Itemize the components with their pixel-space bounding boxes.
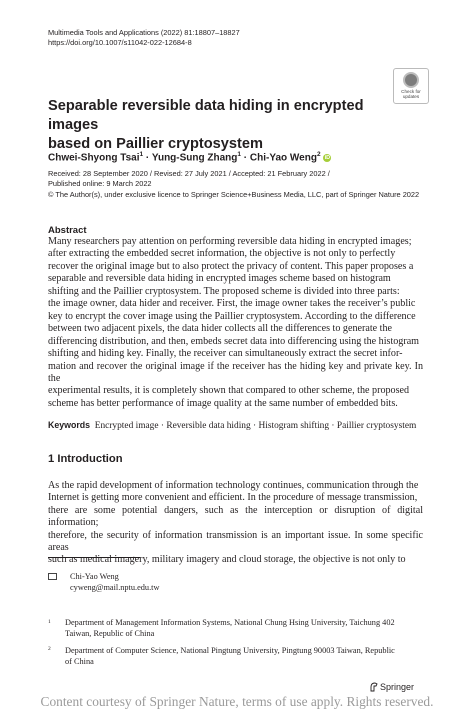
author-3-affiliation: 2	[316, 151, 321, 158]
check-for-updates-icon	[403, 72, 419, 88]
intro-line: therefore, the security of information transmission is an important issue. In some specific areas	[48, 529, 423, 554]
abstract-line: separable and reversible data hiding in encrypted images scheme based on histogram	[48, 273, 391, 285]
footnote-1-line-1: Department of Management Information Systems, National Chung Hsing University, Taichung 402	[65, 618, 395, 627]
abstract-line: scheme has better performance of image quality at the same number of embedded bits.	[48, 397, 398, 409]
abstract-line: shifting and hiding key. Finally, the receiver can simultaneously extract the secret infor-	[48, 348, 403, 360]
author-1-name[interactable]: Chwei-Shyong Tsai	[48, 152, 140, 164]
orcid-icon[interactable]: iD	[324, 155, 331, 162]
footnote-2	[65, 645, 395, 667]
title-line-2: based on Paillier cryptosystem	[48, 136, 263, 152]
envelope-icon	[48, 573, 57, 580]
footnote-divider	[48, 557, 140, 558]
footnote-2-line-2: of China	[65, 657, 94, 666]
paper-title	[48, 97, 378, 154]
abstract-line: mation and recover the original image if the receiver has the hiding key and private key. In the	[48, 360, 423, 384]
author-1-affiliation: 1	[139, 151, 144, 158]
footnote-1-number	[48, 615, 51, 628]
abstract-line: shifting and the Paillier cryptosystem. The proposed scheme is divided into three parts:	[48, 285, 400, 297]
journal-header	[48, 28, 240, 48]
corresponding-author-email[interactable]: cyweng@mail.nptu.edu.tw	[70, 583, 160, 592]
journal-citation: Multimedia Tools and Applications (2022) 81:18807–18827	[48, 28, 240, 37]
abstract-line: Many researchers pay attention on performing reversible data hiding in encrypted images;	[48, 236, 412, 247]
publication-dates	[48, 169, 419, 200]
footnote-1	[65, 617, 395, 639]
abstract-line: differencing distribution, and then, embeds secret data into differencing using the histogram	[48, 335, 420, 347]
author-separator: ·	[143, 152, 152, 164]
intro-line: As the rapid development of information technology continues, communication through the	[48, 480, 419, 491]
keywords-label: Keywords	[48, 420, 91, 430]
abstract-line: experimental results, it is completely shown that compared to other scheme, the proposed	[48, 385, 410, 397]
footnote-1-marker: 1	[48, 619, 51, 625]
intro-line: there are some potential dangers, such as the interception or disruption of digital information;	[48, 504, 423, 529]
abstract-line: between two adjacent pixels, the data hider collects all the differences to generate the	[48, 323, 392, 335]
abstract-line: key to encrypt the cover image using the Paillier cryptosystem. According to the difference	[48, 310, 416, 322]
check-for-updates-badge[interactable]	[393, 68, 429, 104]
publisher-name: Springer	[380, 682, 415, 692]
corresponding-author-name: Chi-Yao Weng	[70, 572, 119, 581]
keywords-list: Encrypted image · Reversible data hiding · Histogram shifting · Paillier cryptosystem	[94, 421, 417, 431]
footnote-2-number	[48, 642, 51, 655]
intro-line: Internet is getting more convenient and efficient. In the procedure of message transmission,	[48, 492, 418, 504]
footnote-1-line-2: Taiwan, Republic of China	[65, 629, 155, 638]
footnote-2-marker: 2	[48, 646, 51, 652]
copyright-watermark: Content courtesy of Springer Nature, terms of use apply. Rights reserved.	[40, 694, 434, 709]
title-line-1: Separable reversible data hiding in encrypted images	[48, 98, 364, 133]
introduction-body	[48, 480, 423, 567]
author-separator: ·	[241, 152, 250, 164]
abstract-line: recover the original image but to also protect the privacy of content. This paper proposes a	[48, 260, 414, 272]
author-2-name[interactable]: Yung-Sung Zhang	[151, 152, 238, 164]
intro-line: such as medical imagery, military imagery and cloud storage, the objective is not only to	[48, 554, 406, 566]
springer-horse-icon	[369, 682, 379, 694]
footnote-2-line-1: Department of Computer Science, National Pingtung University, Pingtung 90003 Taiwan, Republic	[65, 646, 395, 655]
author-2-affiliation: 1	[237, 151, 242, 158]
abstract-heading: Abstract	[48, 225, 87, 236]
abstract-body	[48, 236, 423, 410]
abstract-line: the image owner, data hider and receiver. First, the image owner takes the receiver’s public	[48, 298, 416, 310]
author-3-name[interactable]: Chi-Yao Weng	[249, 152, 317, 164]
badge-line-2: updates	[402, 94, 420, 99]
section-1-heading: 1 Introduction	[48, 453, 123, 465]
badge-line-1: Check for	[401, 89, 421, 94]
dates-line-2: Published online: 9 March 2022	[48, 179, 152, 189]
keywords	[48, 419, 416, 432]
author-list	[48, 148, 331, 164]
abstract-line: after extracting the embedded secret information, the objective is not only to perfectly	[48, 248, 396, 260]
copyright-line: © The Author(s), under exclusive licence to Springer Science+Business Media, LLC, part of Springer Nature 2022	[48, 189, 420, 199]
doi-link[interactable]: https://doi.org/10.1007/s11042-022-12684-8	[48, 38, 192, 47]
dates-line-1: Received: 28 September 2020 / Revised: 27 July 2021 / Accepted: 21 February 2022 /	[48, 169, 330, 178]
